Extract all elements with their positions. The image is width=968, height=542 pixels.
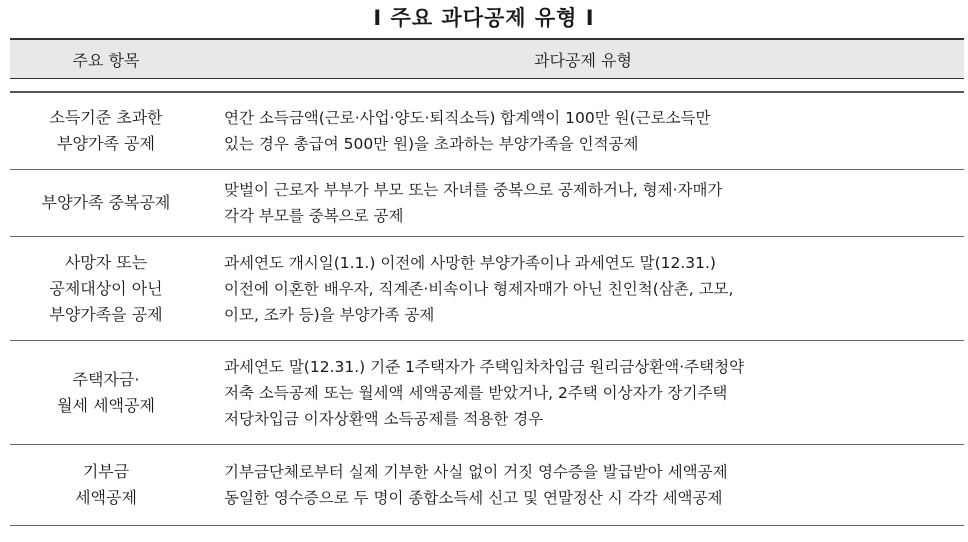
table-row [10, 91, 964, 169]
header-item: 주요 항목 [72, 50, 140, 70]
header-type: 과다공제 유형 [534, 50, 632, 70]
table-header [10, 38, 964, 79]
row-desc: 기부금단체로부터 실제 기부한 사실 없이 거짓 영수증을 발급받아 세액공제 동일한 영수증으로 두 명이 종합소득세 신고 및 연말정산 시 각각 세액공제 [224, 463, 728, 507]
row-item: 기부금 세액공제 [75, 462, 137, 507]
row-desc: 과세연도 개시일(1.1.) 이전에 사망한 부양가족이나 과세연도 말(12.31.) 이전에 이혼한 배우자, 직계존·비속이나 형제자매가 아닌 친인척(삼촌, 고모, 이모, 조카 등)을 부양가족 공제 [224, 253, 734, 324]
row-desc: 과세연도 말(12.31.) 기준 1주택자가 주택임차차입금 원리금상환액·주택청약 저축 소득공제 또는 월세액 세액공제를 받았거나, 2주택 이상자가 장기주택 저당차입금 이자상환액 소득공제를 적용한 경우 [224, 357, 745, 428]
table-row [10, 340, 964, 444]
row-item: 소득기준 초과한 부양가족 공제 [49, 108, 163, 153]
row-desc: 연간 소득금액(근로·사업·양도·퇴직소득) 합계액이 100만 원(근로소득만 있는 경우 총급여 500만 원)을 초과하는 부양가족을 인적공제 [224, 109, 711, 153]
page-title: Ⅰ 주요 과다공제 유형 Ⅰ [373, 6, 595, 30]
table-row [10, 444, 964, 526]
deduction-table [10, 38, 964, 526]
row-item: 사망자 또는 공제대상이 아닌 부양가족을 공제 [49, 252, 163, 324]
row-item: 부양가족 중복공제 [41, 193, 171, 212]
header-gap [10, 79, 964, 91]
table-row [10, 236, 964, 340]
row-desc: 맞벌이 근로자 부부가 부모 또는 자녀를 중복으로 공제하거나, 형제·자매가 각각 부모를 중복으로 공제 [224, 181, 723, 225]
table-row [10, 169, 964, 236]
row-item: 주택자금· 월세 세액공제 [57, 369, 155, 415]
